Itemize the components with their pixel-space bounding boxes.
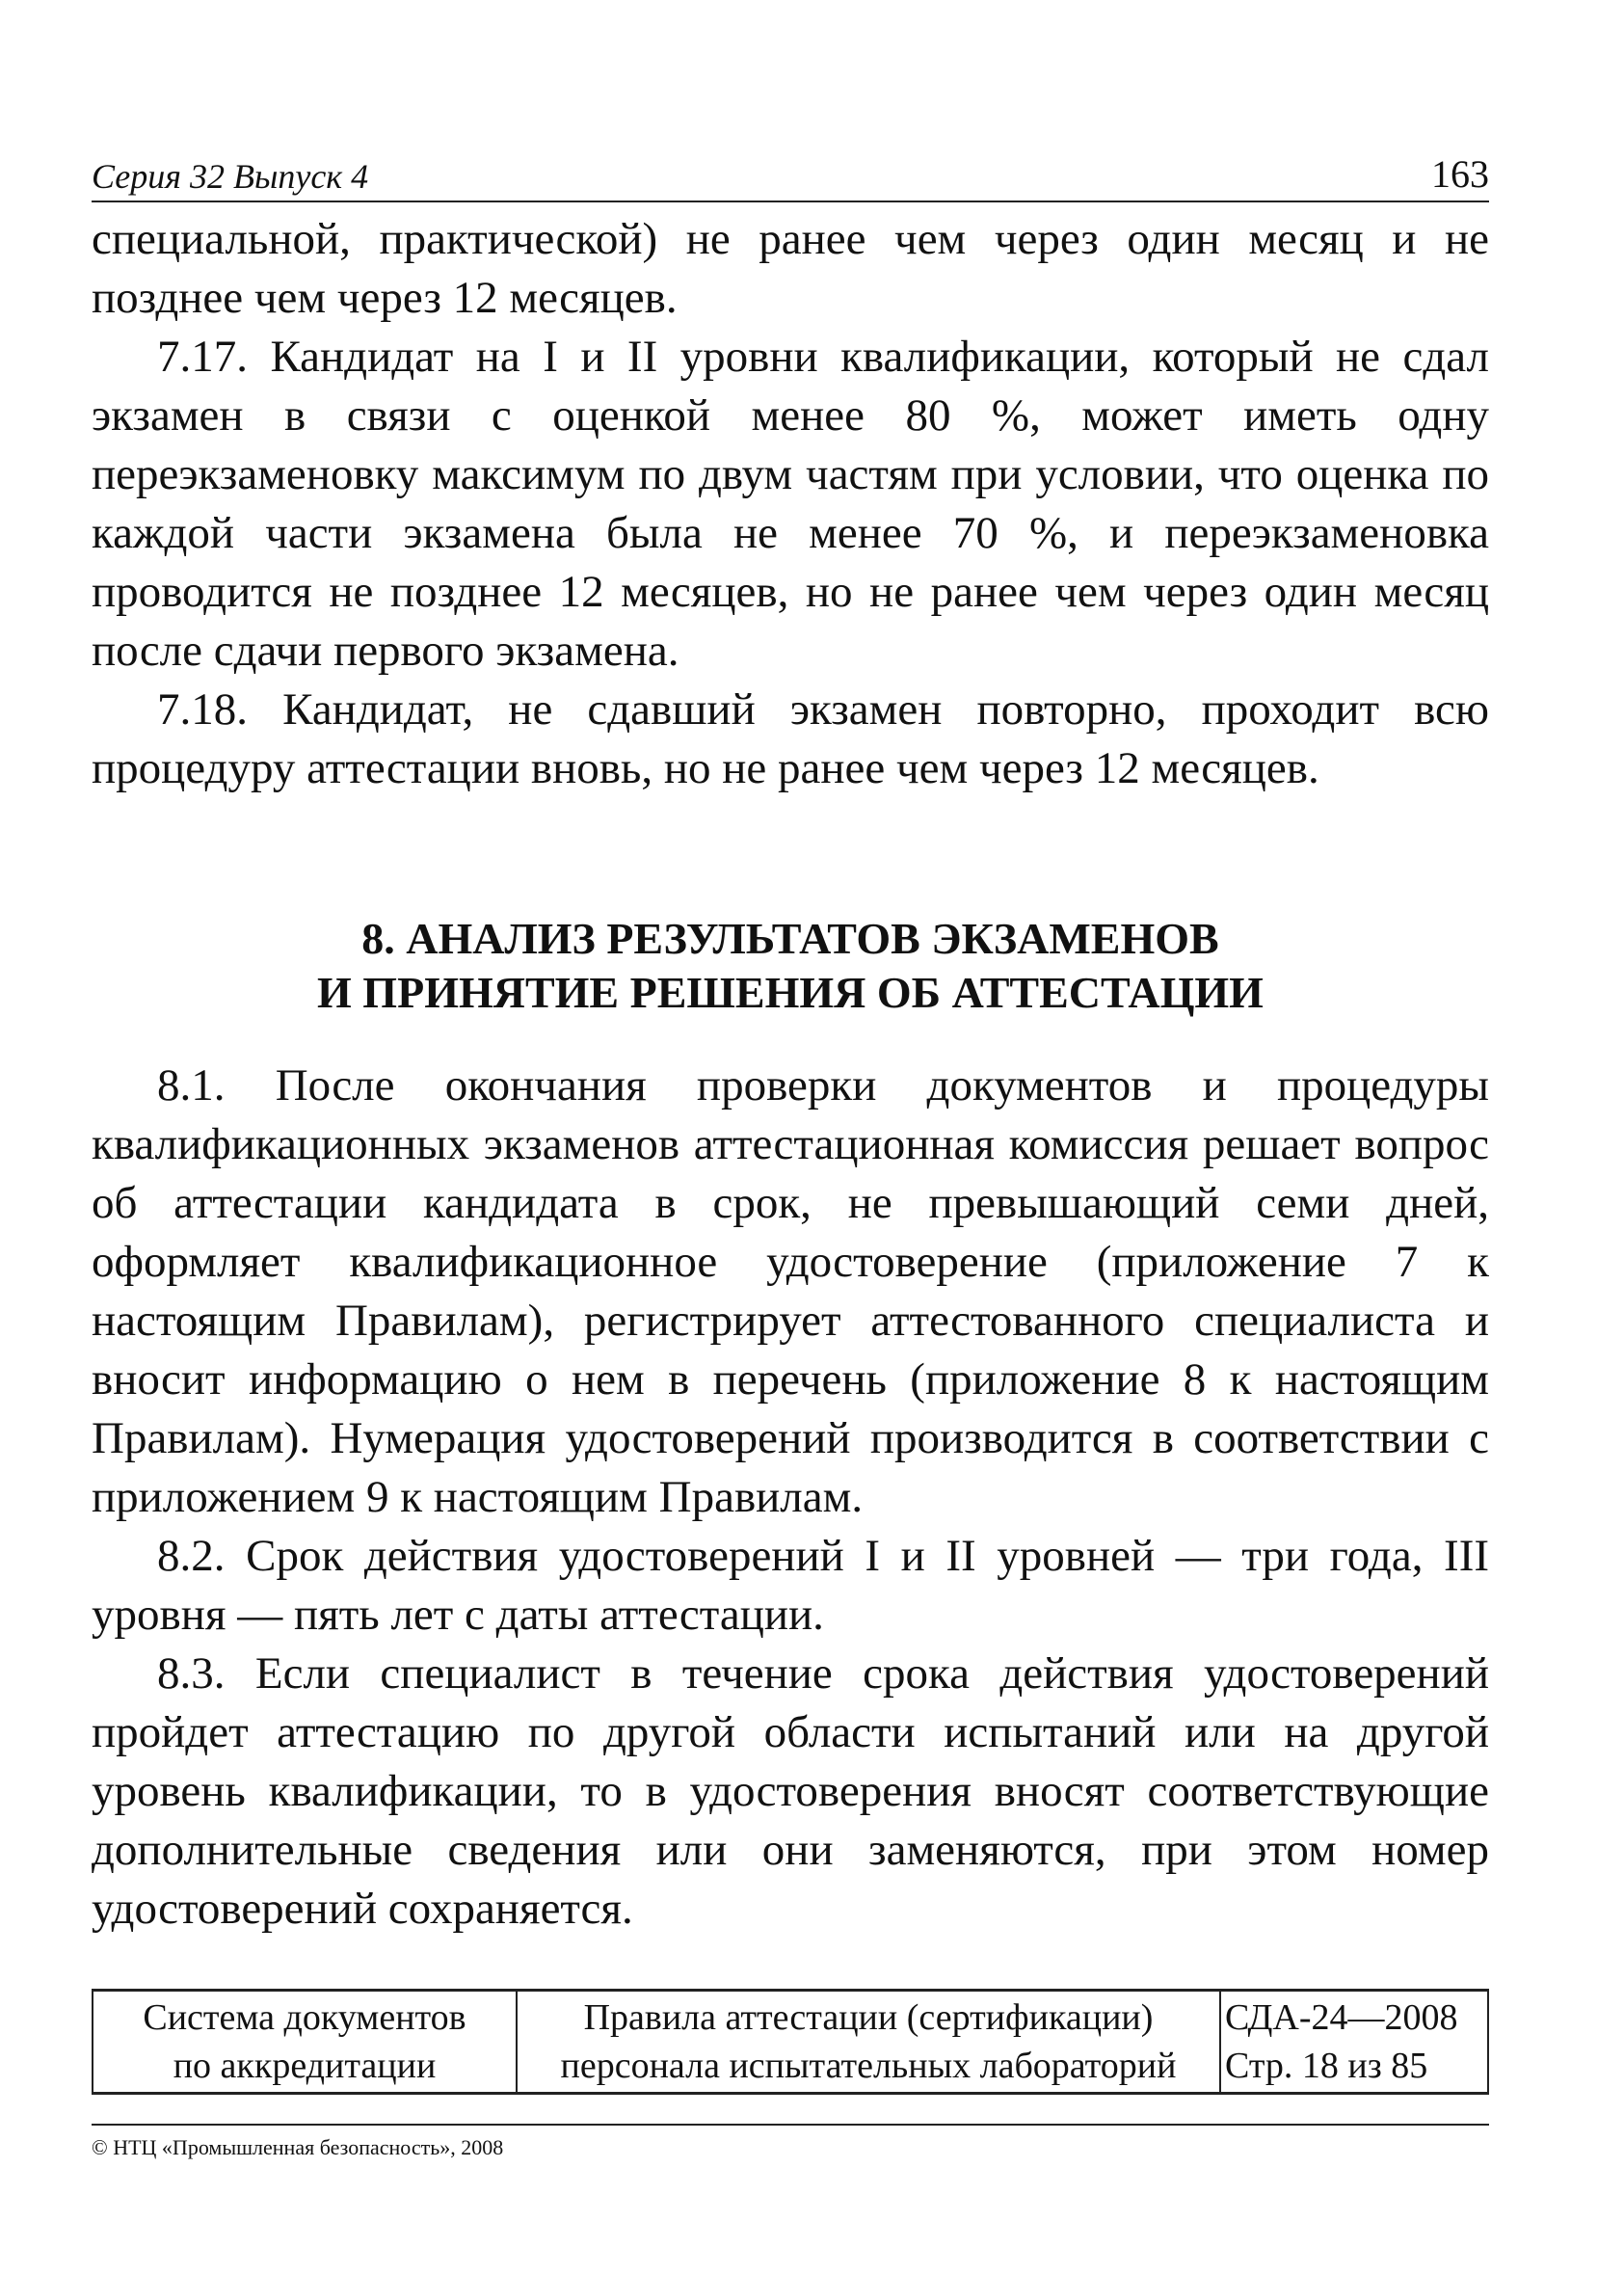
body-text-top [92,210,1489,798]
paragraph-8-2: 8.2. Срок действия удостоверений I и II уровней — три года, III уровня — пять лет с даты аттестации. [92,1531,1489,1640]
body-text-section [92,1057,1489,1939]
page-number: 163 [1431,152,1489,196]
document-system-cell [93,1991,517,2094]
section-heading-line-1: 8. АНАЛИЗ РЕЗУЛЬТАТОВ ЭКЗАМЕНОВ [361,914,1219,963]
document-title-line-1: Правила аттестации (сертификации) [583,1997,1154,2038]
paragraph-8-1: 8.1. После окончания проверки документов и процедуры квалификационных экзаменов аттестационная комиссия решает вопрос об аттестации кандидата в срок, не превышающий семи дней, оформляет квалификационное удостоверение (приложение 7 к настоящим Правилам), регистрирует аттестованного специалиста и вносит информацию о нем в перечень (приложение 8 к настоящим Правилам). Нумерация удостоверений производится в соответствии с приложением 9 к настоящим Правилам. [92,1060,1489,1522]
section-heading-line-2: И ПРИНЯТИЕ РЕШЕНИЯ ОБ АТТЕСТАЦИИ [317,968,1264,1017]
document-footer-table [92,1989,1489,2095]
footer-divider [92,2124,1489,2126]
page-count: Стр. 18 из 85 [1225,2046,1428,2086]
document-code-cell [1220,1991,1488,2094]
document-system-line-1: Система документов [143,1997,466,2038]
footer-table-row [93,1991,1488,2094]
document-title-cell [517,1991,1220,2094]
running-header [92,145,1489,202]
paragraph-7-17: 7.17. Кандидат на I и II уровни квалификации, который не сдал экзамен в связи с оценкой менее 80 %, может иметь одну переэкзаменовку максимум по двум частям при условии, что оценка по каждой части экзамена была не менее 70 %, и переэкзаменовка проводится не позднее 12 месяцев, но не ранее чем через один месяц после сдачи первого экзамена. [92,332,1489,676]
document-title-line-2: персонала испытательных лабораторий [560,2046,1177,2086]
paragraph-continuation: специальной, практической) не ранее чем через один месяц и не позднее чем через 12 месяцев. [92,214,1489,323]
copyright-notice: © НТЦ «Промышленная безопасность», 2008 [92,2135,504,2159]
series-title: Серия 32 Выпуск 4 [92,157,369,196]
document-code: СДА-24—2008 [1225,1997,1458,2038]
section-heading [92,912,1489,1020]
paragraph-8-3: 8.3. Если специалист в течение срока действия удостоверений пройдет аттестацию по другой области испытаний или на другой уровень квалификации, то в удостоверения вносят соответствующие дополнительные сведения или они заменяются, при этом номер удостоверений сохраняется. [92,1648,1489,1934]
document-system-line-2: по аккредитации [173,2046,437,2086]
document-page [92,145,1489,2160]
paragraph-7-18: 7.18. Кандидат, не сдавший экзамен повторно, проходит всю процедуру аттестации вновь, но не ранее чем через 12 месяцев. [92,684,1489,793]
